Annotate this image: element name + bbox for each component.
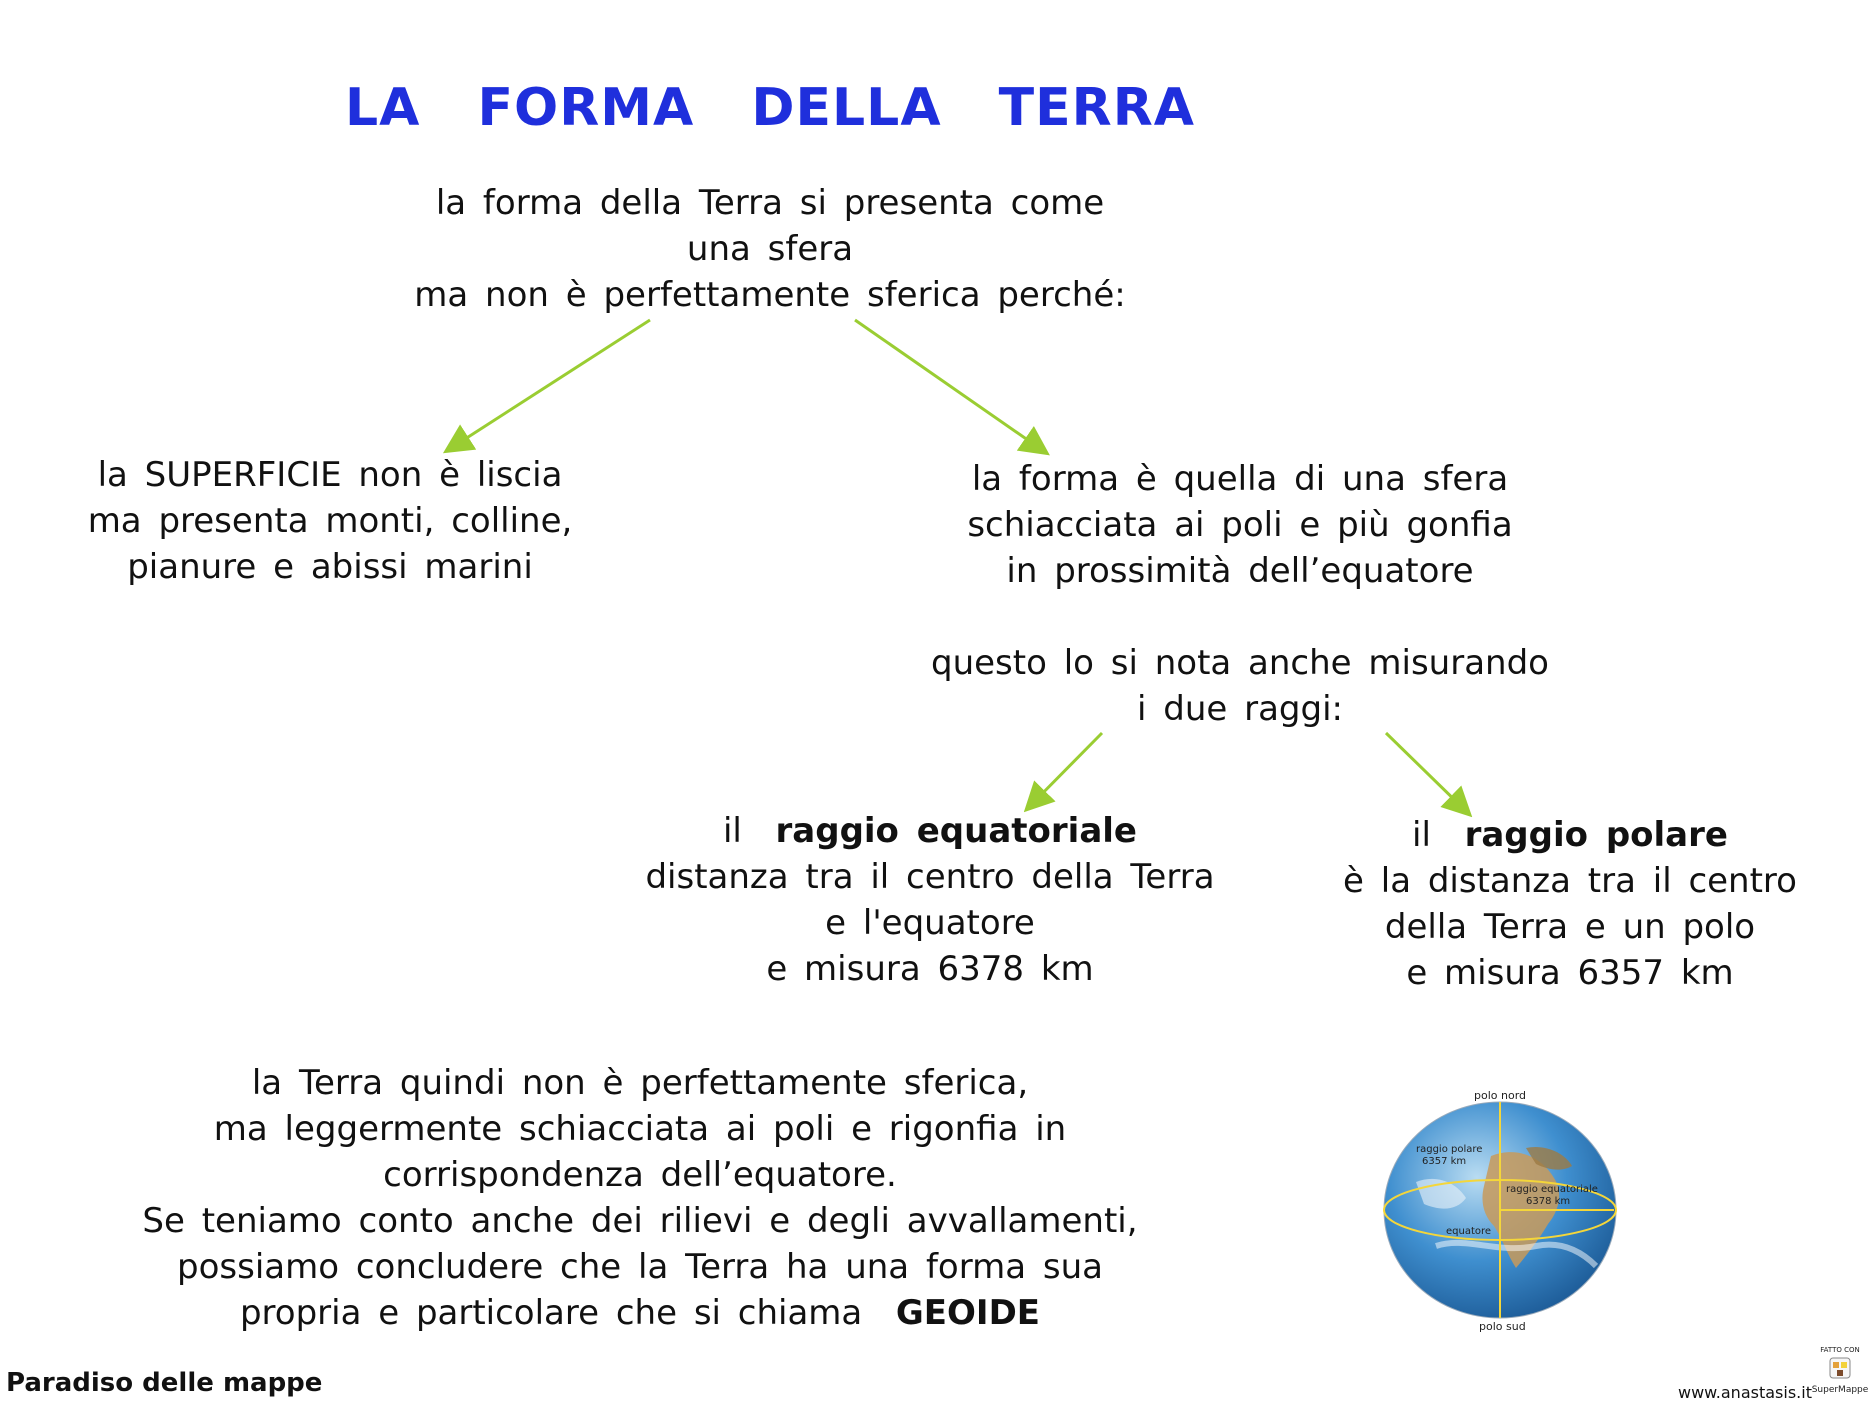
globe-label-polar-radius: raggio polare <box>1416 1144 1483 1155</box>
surface-line-3: pianure e abissi marini <box>127 547 533 587</box>
equatorial-line-3: e l'equatore <box>825 903 1035 943</box>
polar-radius-text <box>1300 812 1840 996</box>
conclusion-line-2: ma leggermente schiacciata ai poli e rigonfia in <box>213 1109 1067 1149</box>
footer-brand: Paradiso delle mappe <box>6 1368 323 1398</box>
globe-label-eq-value: 6378 km <box>1526 1196 1571 1207</box>
polar-heading <box>1300 812 1840 858</box>
badge-top-text: FATTO CON <box>1820 1346 1860 1354</box>
polar-line-4: e misura 6357 km <box>1406 953 1734 993</box>
globe-label-equator: equatore <box>1446 1226 1492 1237</box>
conclusion-line-3: corrispondenza dell’equatore. <box>383 1155 897 1195</box>
globe-label-north: polo nord <box>1474 1089 1527 1102</box>
footer-website-link[interactable]: www.anastasis.it <box>1678 1383 1812 1402</box>
globe-label-eq-radius: raggio equatoriale <box>1506 1184 1598 1195</box>
surface-line-1: la SUPERFICIE non è liscia <box>97 455 563 495</box>
polar-line-3: della Terra e un polo <box>1384 907 1756 947</box>
intro-line-1: la forma della Terra si presenta come <box>435 183 1105 223</box>
surface-line-2: ma presenta monti, colline, <box>87 501 573 541</box>
conclusion-text <box>110 1060 1170 1336</box>
supermappe-badge-icon <box>1808 1340 1872 1404</box>
intro-line-3: ma non è perfettamente sferica perché: <box>414 275 1126 315</box>
page-title: LA FORMA DELLA TERRA <box>345 78 1195 138</box>
conclusion-line-1: la Terra quindi non è perfettamente sferica, <box>251 1063 1029 1103</box>
polar-line-2: è la distanza tra il centro <box>1343 861 1797 901</box>
surface-text <box>40 452 620 590</box>
equatorial-prefix: il <box>722 811 742 851</box>
arrow-to-shape <box>855 320 1045 452</box>
shape-line-1: la forma è quella di una sfera <box>971 459 1509 499</box>
conclusion-line-6 <box>110 1290 1170 1336</box>
earth-globe-image <box>1376 1086 1624 1334</box>
geoide-term: GEOIDE <box>895 1293 1041 1333</box>
shape-line-3: in prossimità dell’equatore <box>1006 551 1474 591</box>
arrow-to-equatorial <box>1028 733 1102 808</box>
globe-label-south: polo sud <box>1479 1320 1526 1333</box>
polar-name: raggio polare <box>1464 815 1728 855</box>
intro-text <box>360 180 1180 318</box>
globe-label-polar-value: 6357 km <box>1422 1156 1467 1167</box>
shape-line-2: schiacciata ai poli e più gonfia <box>967 505 1513 545</box>
equatorial-name: raggio equatoriale <box>775 811 1137 851</box>
measure-text <box>880 640 1600 732</box>
conclusion-line-6-prefix: propria e particolare che si chiama <box>239 1293 863 1333</box>
equatorial-line-2: distanza tra il centro della Terra <box>645 857 1215 897</box>
equatorial-line-4: e misura 6378 km <box>766 949 1094 989</box>
arrow-to-polar <box>1386 733 1468 813</box>
polar-prefix: il <box>1412 815 1431 855</box>
equatorial-heading <box>600 808 1260 854</box>
shape-text <box>900 456 1580 594</box>
equatorial-radius-text <box>600 808 1260 992</box>
conclusion-line-4: Se teniamo conto anche dei rilievi e degli avvallamenti, <box>142 1201 1138 1241</box>
intro-line-2: una sfera <box>686 229 854 269</box>
arrow-to-surface <box>448 320 650 450</box>
conclusion-line-5: possiamo concludere che la Terra ha una forma sua <box>177 1247 1103 1287</box>
measure-line-1: questo lo si nota anche misurando <box>931 643 1549 683</box>
measure-line-2: i due raggi: <box>1137 689 1343 729</box>
badge-bottom-text: SuperMappe <box>1811 1385 1869 1395</box>
